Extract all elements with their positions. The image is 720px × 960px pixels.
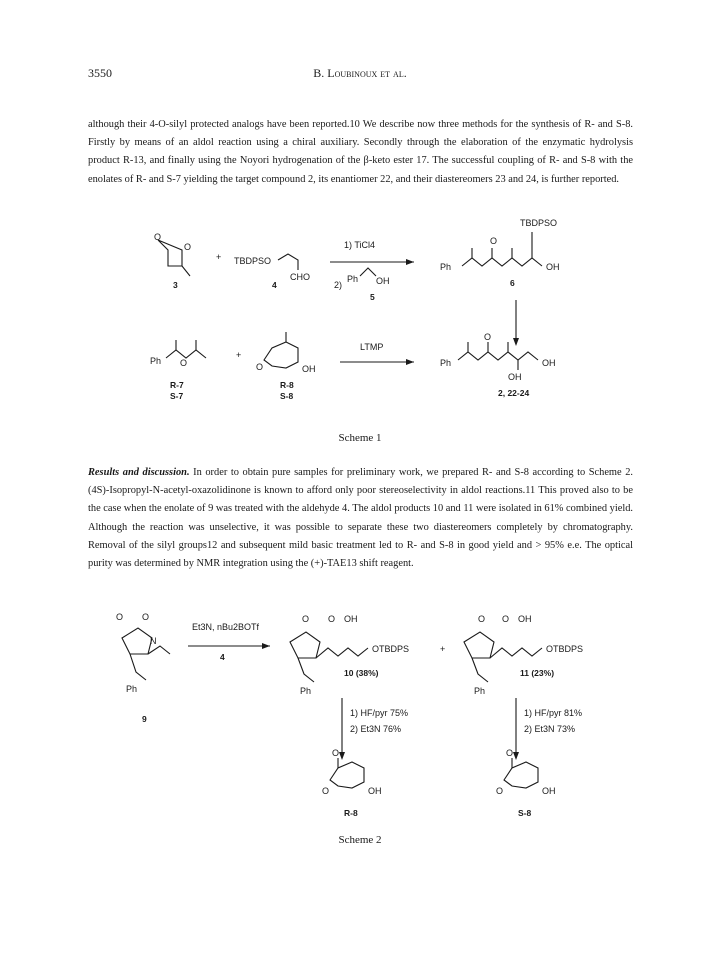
compound-11-structure	[464, 614, 583, 696]
plus-sign: +	[216, 252, 222, 262]
compound-3-structure	[154, 232, 191, 290]
oxygen-label: O	[478, 614, 486, 624]
compound-5-label: 5	[370, 292, 375, 302]
oxygen-label: O	[328, 614, 336, 624]
running-title: B. Loubinoux et al.	[313, 66, 407, 80]
oxygen-label: O	[302, 614, 310, 624]
tbdpso-label: TBDPSO	[520, 218, 558, 228]
reagent-label: Et3N, nBu2BOTf	[192, 622, 260, 632]
oxygen-label: O	[496, 786, 504, 796]
compound-7-structure	[150, 340, 206, 401]
compound-4-structure	[234, 254, 310, 290]
oxygen-label: O	[332, 748, 340, 758]
oxygen-label: O	[484, 332, 492, 342]
oxygen-label: O	[116, 612, 124, 622]
compound-2-label: 2, 22-24	[498, 388, 530, 398]
reaction-arrow-left	[339, 698, 408, 760]
oh-label: OH	[518, 614, 532, 624]
compound-3-label: 3	[173, 280, 178, 290]
compound-4-label: 4	[272, 280, 277, 290]
paragraph-intro: although their 4-O-silyl protected analogs have been reported.10 We describe now three methods for the synthesis of R- and S-8. Firstly by means of an aldol reaction using a chiral auxiliary. Secondly through the elaboration of the enzymatic hydrolysis product R-13, and finally using the Noyori hydrogenation of the β-keto ester 17. The successful coupling of R- and S-8 with the enolates of R- and S-7 yielding the target compound 2, its enantiomer 22, and their diastereomers 23 and 24, is further reported.	[88, 119, 633, 185]
compound-8-structure	[256, 332, 316, 401]
cho-label: CHO	[290, 272, 310, 282]
oh-label: OH	[542, 786, 556, 796]
oh-label: OH	[546, 262, 560, 272]
step-1-label: 1) TiCl4	[344, 240, 376, 250]
compound-10-label: 10 (38%)	[344, 668, 379, 678]
scheme-2-caption: Scheme 2	[338, 834, 382, 846]
oh-label: OH	[376, 276, 390, 286]
paragraph-results	[88, 464, 633, 573]
product-s8-structure	[496, 748, 556, 818]
oh-label: OH	[302, 364, 316, 374]
ph-label: Ph	[440, 262, 452, 272]
oxygen-label: O	[490, 236, 498, 246]
s8-label: S-8	[280, 391, 294, 401]
scheme-1-diagram	[0, 210, 720, 430]
reaction-arrow-right	[513, 698, 582, 760]
oxygen-label: O	[180, 358, 188, 368]
compound-6-structure	[440, 218, 560, 288]
section-heading: Results and discussion.	[88, 467, 190, 478]
right-step-1: 1) HF/pyr 81%	[524, 708, 583, 718]
ph-label: Ph	[440, 358, 452, 368]
r7-label: R-7	[170, 380, 184, 390]
ph-label: Ph	[474, 686, 486, 696]
r8-label: R-8	[344, 808, 358, 818]
ph-label: Ph	[300, 686, 312, 696]
s7-label: S-7	[170, 391, 184, 401]
right-step-2: 2) Et3N 73%	[524, 724, 576, 734]
reaction-arrow-aldol	[188, 622, 270, 662]
results-text: In order to obtain pure samples for preliminary work, we prepared R- and S-8 according to Scheme 2. (4S)-Isopropyl-N-acetyl-oxazolidinone is known to afford only poor stereoselectivity in aldol reactions.11 This proved also to be the case when the enolate of 9 was treated with the aldehyde 4. The aldol products 10 and 11 were isolated in 61% combined yield. Although the reaction was unselective, it was possible to separate these two diastereomers completely by chromatography. Removal of the silyl groups12 and subsequent mild basic treatment led to R- and S-8 in good yield and > 95% e.e. The optical purity was determined by NMR integration using the (+)-TAE13 shift reagent.	[88, 467, 633, 570]
otbdps-label: OTBDPS	[372, 644, 410, 654]
ltmp-label: LTMP	[360, 342, 384, 352]
r8-label: R-8	[280, 380, 294, 390]
compound-10-structure	[290, 614, 409, 696]
svg-text:O: O	[154, 232, 162, 242]
svg-text:O: O	[184, 242, 192, 252]
compound-6-label: 6	[510, 278, 515, 288]
oxygen-label: O	[256, 362, 264, 372]
compound-9-structure	[116, 612, 170, 724]
ph-label: Ph	[347, 274, 359, 284]
nitrogen-label: N	[150, 636, 157, 646]
oh-label: OH	[368, 786, 382, 796]
reaction-arrow-1	[330, 240, 414, 302]
oh-label: OH	[344, 614, 358, 624]
oxygen-label: O	[502, 614, 510, 624]
page-number: 3550	[88, 66, 112, 80]
left-step-2: 2) Et3N 76%	[350, 724, 402, 734]
step-2-prefix: 2)	[334, 280, 343, 290]
oh-label: OH	[542, 358, 556, 368]
left-step-1: 1) HF/pyr 75%	[350, 708, 409, 718]
otbdps-label: OTBDPS	[546, 644, 584, 654]
ph-label: Ph	[150, 356, 162, 366]
compound-11-label: 11 (23%)	[520, 668, 555, 678]
plus-sign: +	[440, 644, 446, 654]
scheme-2-diagram	[0, 608, 720, 828]
oxygen-label: O	[506, 748, 514, 758]
scheme-1-caption: Scheme 1	[338, 432, 382, 444]
reaction-arrow-2	[340, 342, 414, 365]
reagent-4-label: 4	[220, 652, 225, 662]
compound-9-label: 9	[142, 714, 147, 724]
ph-label: Ph	[126, 684, 138, 694]
product-r8-structure	[322, 748, 382, 818]
s8-label: S-8	[518, 808, 532, 818]
oxygen-label: O	[142, 612, 150, 622]
tbdpso-label: TBDPSO	[234, 256, 272, 266]
compound-2-structure	[440, 332, 556, 398]
oxygen-label: O	[322, 786, 330, 796]
oh-label: OH	[508, 372, 522, 382]
plus-sign: +	[236, 350, 242, 360]
